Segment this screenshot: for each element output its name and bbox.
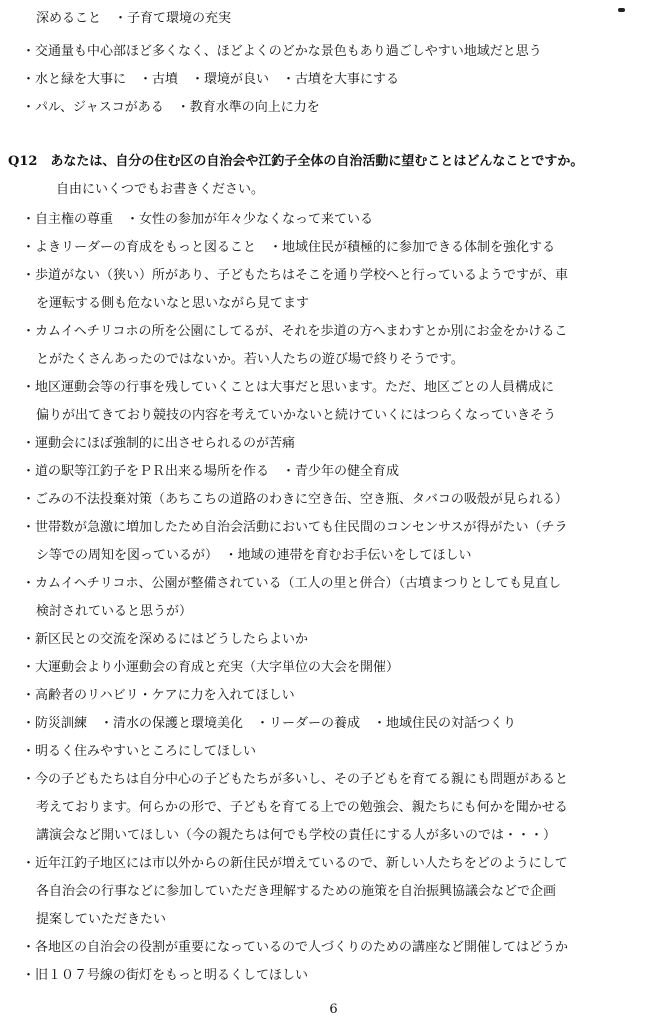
answer-line: ・今の子どもたちは自分中心の子どもたちが多いし、その子どもを育てる親にも問題があると: [22, 772, 569, 787]
answer-line: シ等での周知を図っているが） ・地域の連帯を育むお手伝いをしてほしい: [36, 548, 472, 563]
answer-line: ・カムイヘチリコホの所を公園にしてるが、それを歩道の方へまわすとか別にお金をかけるこ: [22, 324, 568, 339]
answer-line: ・大運動会より小運動会の育成と充実（大字単位の大会を開催）: [22, 660, 400, 675]
answer-line: ・ごみの不法投棄対策（あちこちの道路のわきに空き缶、空き瓶、タバコの吸殻が見られる）: [22, 492, 568, 507]
answer-line: を運転する側も危ないなと思いながら見てます: [36, 296, 310, 311]
answer-line: 講演会など開いてほしい（今の親たちは何でも学校の責任にする人が多いのでは・・・）: [36, 828, 557, 843]
answer-line: 検討されていると思うが）: [36, 604, 193, 619]
answer-line: ・高齢者のリハビリ・ケアに力を入れてほしい: [22, 688, 295, 703]
answer-line: ・新区民との交流を深めるにはどうしたらよいか: [22, 632, 309, 647]
answer-line: ・近年江釣子地区には市以外からの新住民が増えているので、新しい人たちをどのようにして: [22, 856, 568, 871]
question-title: Q12 あなたは、自分の住む区の自治会や江釣子全体の自治活動に望むことはどんなことですか。: [8, 154, 584, 169]
intro-line: ・パル、ジャスコがある ・教育水準の向上に力を: [22, 100, 320, 115]
intro-line: 深めること ・子育て環境の充実: [36, 11, 232, 26]
answer-line: 各自治会の行事などに参加していただき理解するための施策を自治振興協議会などで企画: [36, 884, 557, 899]
answer-line: ・世帯数が急激に増加したため自治会活動においても住民間のコンセンサスが得がたい（チラ: [22, 520, 568, 535]
answer-line: ・明るく住みやすいところにしてほしい: [22, 744, 257, 759]
page-number: 6: [329, 1002, 338, 1017]
answer-line: ・各地区の自治会の役割が重要になっているので人づくりのための講座など開催してはどうか: [22, 940, 569, 955]
answer-line: とがたくさんあったのではないか。若い人たちの遊び場で終りそうです。: [36, 352, 464, 367]
answer-line: 考えております。何らかの形で、子どもを育てる上での勉強会、親たちにも何かを聞かせる: [36, 800, 568, 815]
answer-line: ・旧１０７号線の街灯をもっと明るくしてほしい: [22, 968, 309, 983]
answer-line: 偏りが出てきており競技の内容を考えていかないと続けていくにはつらくなっていきそう: [36, 408, 557, 423]
answer-line: ・よきリーダーの育成をもっと図ること ・地域住民が積極的に参加できる体制を強化する: [22, 240, 556, 255]
intro-line: ・交通量も中心部ほど多くなく、ほどよくのどかな景色もあり過ごしやすい地域だと思う: [22, 44, 542, 59]
answer-line: ・防災訓練 ・清水の保護と環境美化 ・リーダーの養成 ・地域住民の対話つくり: [22, 716, 517, 731]
answer-line: ・自主権の尊重 ・女性の参加が年々少なくなって来ている: [22, 212, 374, 227]
answer-line: ・歩道がない（狭い）所があり、子どもたちはそこを通り学校へと行っているようですが、車: [22, 268, 569, 283]
answer-line: ・道の駅等江釣子をＰＲ出来る場所を作る ・青少年の健全育成: [22, 464, 400, 479]
question-subtitle: 自由にいくつでもお書きください。: [56, 182, 265, 197]
answer-line: 提案していただきたい: [36, 912, 167, 927]
answer-line: ・カムイヘチリコホ、公園が整備されている（工人の里と併合）（古墳まつりとしても見直し: [22, 576, 561, 591]
intro-line: ・水と緑を大事に ・古墳 ・環境が良い ・古墳を大事にする: [22, 72, 400, 87]
answer-line: ・地区運動会等の行事を残していくことは大事だと思います。ただ、地区ごとの人員構成に: [22, 380, 554, 395]
answer-line: ・運動会にほぼ強制的に出させられるのが苦痛: [22, 436, 296, 451]
